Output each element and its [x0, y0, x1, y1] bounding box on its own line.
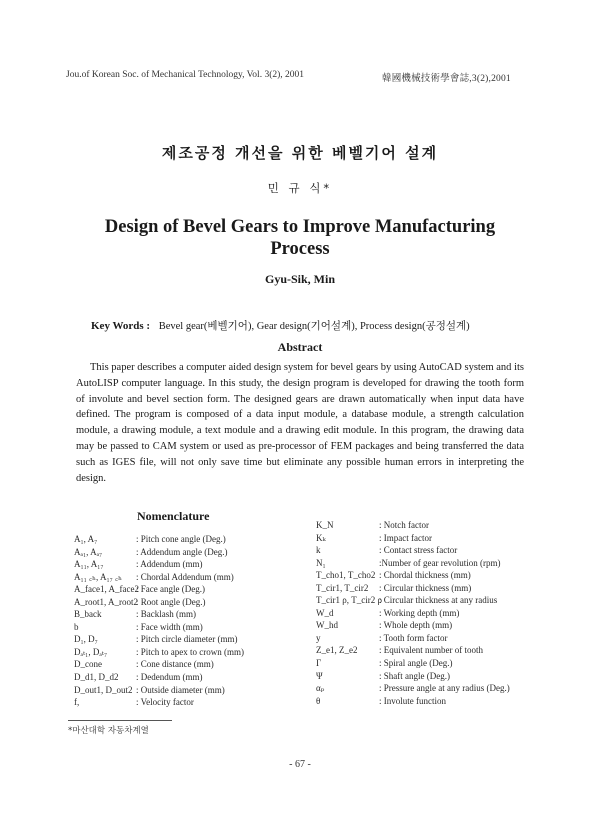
abstract-heading: Abstract: [277, 340, 323, 354]
author-english: Gyu-Sik, Min: [264, 272, 336, 286]
nomenclature-symbol: Z_e1, Z_e2: [316, 645, 358, 656]
title-line-1: Design of Bevel Gears to Improve Manufacturing: [104, 217, 496, 237]
nomenclature-symbol: W_hd: [316, 620, 338, 631]
nomenclature-definition: : Outside diameter (mm): [136, 684, 225, 695]
nomenclature-definition: : Root angle (Deg.): [136, 596, 206, 607]
nomenclature-definition: : Addendum (mm): [136, 559, 203, 570]
nomenclature-symbol: Ψ: [316, 670, 323, 681]
nomenclature-definition: : Tooth form factor: [379, 632, 448, 643]
keywords-text: Bevel gear(베벨기어), Gear design(기어설계), Process design(공정설계): [158, 321, 470, 332]
nomenclature-symbol: k: [316, 545, 321, 556]
nomenclature-symbol: B_back: [74, 609, 102, 620]
nomenclature-symbol: N₁: [316, 557, 326, 568]
journal-header-ko: 韓國機械技術學會誌,3(2),2001: [382, 74, 511, 84]
nomenclature-definition: : Face angle (Deg.): [136, 584, 205, 595]
page-number: - 67 -: [289, 759, 311, 770]
nomenclature-symbol: D_out1, D_out2: [74, 684, 133, 695]
paper-title-korean: 제조공정 개선을 위한 베벨기어 설계: [161, 144, 439, 162]
nomenclature-symbol: Γ: [316, 658, 322, 669]
nomenclature-symbol: T_cir1, T_cir2: [316, 582, 369, 593]
nomenclature-symbol: θ: [316, 695, 321, 706]
nomenclature-definition: : Addendum angle (Deg.): [136, 546, 228, 557]
journal-header-en: Jou.of Korean Soc. of Mechanical Technology, Vol. 3(2), 2001: [66, 70, 305, 80]
nomenclature-definition: : Pressure angle at any radius (Deg.): [379, 683, 510, 694]
paper-title-english: [0, 216, 600, 260]
nomenclature-definition: : Dedendum (mm): [136, 672, 203, 683]
nomenclature-symbol: Aₐ₁, Aₐ₇: [74, 546, 103, 557]
nomenclature-symbol: A_root1, A_root2: [74, 596, 138, 607]
footnote-affiliation: *마산대학 자동차계열: [68, 726, 149, 736]
nomenclature-symbol: D_cone: [74, 659, 102, 670]
abstract-text: This paper describes a computer aided design system for bevel gears by using AutoCAD system and its AutoLISP computer language. In this study, the design program is developed for drawing the tooth form of involute and bevel section form. The designed gears are drawn automatically when input data have defined. The program is composed of a data input module, a database module, a strength calculation module, a drawing module, a text module and a drawing edit module. In this program, the drawing data may be passed to CAM system or used as pre-processor of FEM packages and being transferred the data such as IGES file, will not only save time but eliminate any possible human errors in interpreting the design.: [76, 362, 524, 484]
nomenclature-symbol: A₁, A₇: [74, 534, 98, 544]
nomenclature-definition: : Working depth (mm): [379, 607, 460, 618]
nomenclature-definition: : Velocity factor: [136, 697, 194, 708]
nomenclature-definition: : Face width (mm): [136, 621, 203, 632]
nomenclature-definition: : Impact factor: [379, 532, 432, 543]
nomenclature-definition: : Whole depth (mm): [379, 620, 453, 631]
title-line-2: Process: [270, 239, 330, 259]
nomenclature-definition: : Backlash (mm): [136, 609, 196, 620]
author-korean: 민 규 식*: [267, 181, 333, 195]
footnote-divider: [68, 720, 172, 721]
nomenclature-definition: : Pitch cone angle (Deg.): [136, 534, 226, 544]
nomenclature-definition: : Shaft angle (Deg.): [379, 670, 450, 681]
nomenclature-definition: : Involute function: [379, 695, 446, 706]
nomenclature-definition: : Spiral angle (Deg.): [379, 658, 453, 669]
nomenclature-symbol: A₁₁, A₁₇: [74, 559, 104, 570]
nomenclature-definition: : Circular thickness at any radius: [379, 595, 498, 606]
nomenclature-definition: : Pitch circle diameter (mm): [136, 634, 238, 645]
nomenclature-symbol: W_d: [316, 607, 334, 618]
nomenclature-definition: : Equivalent number of tooth: [379, 645, 483, 656]
keywords: [91, 318, 470, 333]
nomenclature-definition: : Circular thickness (mm): [379, 582, 472, 593]
nomenclature-symbol: b: [74, 621, 79, 632]
nomenclature-symbol: A_face1, A_face2: [74, 584, 139, 595]
nomenclature-definition: : Notch factor: [379, 520, 429, 530]
keywords-label: Key Words :: [91, 320, 151, 332]
nomenclature-definition: : Chordal Addendum (mm): [136, 571, 234, 582]
nomenclature-symbol: Dₐₜ₁, Dₐₜ₇: [74, 646, 108, 657]
nomenclature-symbol: K_N: [316, 520, 334, 530]
nomenclature-definition: : Cone distance (mm): [136, 659, 214, 670]
nomenclature-symbol: A₁₁ ꜀ₕ, A₁₇ ꜀ₕ: [74, 571, 123, 582]
nomenclature-symbol: T_cir1 ρ, T_cir2 ρ: [316, 595, 382, 606]
nomenclature-definition: : Chordal thickness (mm): [379, 570, 471, 581]
nomenclature-symbol: αₚ: [316, 683, 325, 694]
nomenclature-symbol: Kₖ: [316, 532, 326, 543]
nomenclature-definition: :Number of gear revolution (rpm): [379, 557, 501, 568]
nomenclature-symbol: y: [316, 632, 321, 643]
nomenclature-symbol: T_cho1, T_cho2: [316, 570, 376, 581]
nomenclature-heading: Nomenclature: [137, 509, 210, 523]
nomenclature-symbol: f,: [74, 697, 80, 708]
nomenclature-symbol: D_d1, D_d2: [74, 672, 119, 683]
nomenclature-definition: : Contact stress factor: [379, 545, 458, 556]
nomenclature-definition: : Pitch to apex to crown (mm): [136, 646, 244, 657]
nomenclature-symbol: D₁, D₇: [74, 634, 98, 645]
